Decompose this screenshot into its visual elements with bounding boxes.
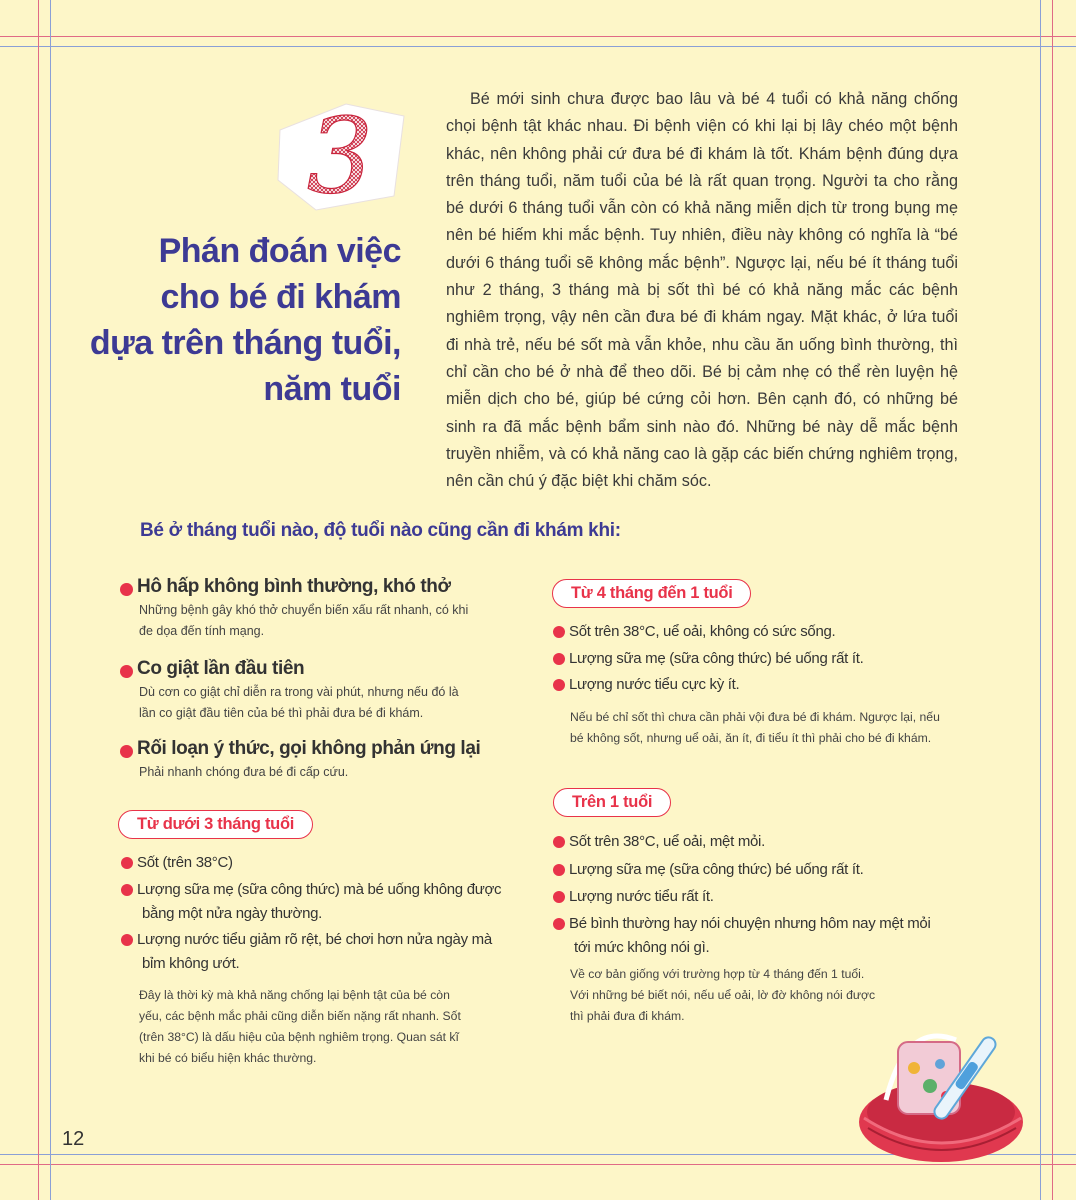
intro-paragraph: Bé mới sinh chưa được bao lâu và bé 4 tuổi có khả năng chống chọi bệnh tật khác nhau. Đi bệnh viện có khi lại bị lây chéo một bệnh khác, nên không phải cứ đưa bé đi khám là tốt. Khám bệnh đúng dựa trên tháng tuổi, năm tuổi của bé là rất quan trọng. Người ta cho rằng bé dưới 6 tháng tuổi vẫn còn có khả năng miễn dịch từ trong bụng mẹ nên bé hiếm khi mắc bệnh. Tuy nhiên, điều này không có nghĩa là “bé dưới 6 tháng tuổi sẽ không mắc bệnh”. Ngược lại, nếu bé ít tháng tuổi như 2 tháng, 3 tháng mà bị sốt thì bé có khả năng mắc các bệnh nghiêm trọng, vậy nên cần đưa bé đi khám ngay. Mặt khác, ở lứa tuổi đi nhà trẻ, nếu bé sốt mà vẫn khỏe, nhu cầu ăn uống bình thường, thì chỉ cần cho bé ở nhà để theo dõi. Bé bị cảm nhẹ có thể rèn luyện hệ miễn dịch cho bé, giúp bé cứng cỏi hơn. Bên cạnh đó, có những bé sinh ra đã mắc bệnh bẩm sinh nào đó. Những bé này dễ mắc bệnh truyền nhiễm, và có khả năng cao là gặp các biến chứng nghiêm trọng, nên cần chú ý đặc biệt khi chăm sóc. bbox=[446, 90, 958, 491]
item-title: Hô hấp không bình thường, khó thở bbox=[137, 576, 451, 597]
bullet-dot-icon bbox=[120, 583, 133, 596]
from4to1-note bbox=[570, 707, 1010, 749]
tag-over-1-year: Trên 1 tuổi bbox=[553, 788, 671, 817]
tag-4-months-to-1-year: Từ 4 tháng đến 1 tuổi bbox=[552, 579, 751, 608]
bullet-dot-icon bbox=[553, 836, 565, 848]
note-line: (trên 38°C) là dấu hiệu của bệnh nghiêm trọng. Quan sát kĩ bbox=[139, 1030, 459, 1044]
note-line: Về cơ bản giống với trường hợp từ 4 tháng đến 1 tuổi. bbox=[570, 967, 865, 981]
note-line: thì phải đưa đi khám. bbox=[570, 1009, 685, 1023]
item-desc bbox=[120, 762, 500, 783]
over1-bullet bbox=[569, 912, 989, 960]
bullet-line: Lượng sữa mẹ (sữa công thức) bé uống rất ít. bbox=[569, 650, 864, 667]
bullet-dot-icon bbox=[120, 745, 133, 758]
chapter-number: 3 bbox=[306, 100, 374, 212]
general-item bbox=[120, 738, 500, 798]
bullet-line: Sốt trên 38°C, uể oải, không có sức sống. bbox=[569, 623, 836, 640]
basket-illustration bbox=[846, 1000, 1046, 1165]
left-rule-blue bbox=[50, 0, 51, 1200]
note-line: Với những bé biết nói, nếu uể oải, lờ đờ không nói được bbox=[570, 988, 876, 1002]
page-number: 12 bbox=[62, 1128, 85, 1150]
bullet-line: Sốt (trên 38°C) bbox=[137, 854, 233, 871]
from4to1-bullet bbox=[569, 673, 969, 697]
general-item bbox=[120, 576, 500, 658]
under3-bullet bbox=[137, 928, 517, 976]
page-title bbox=[71, 228, 401, 412]
section-heading: Bé ở tháng tuổi nào, độ tuổi nào cũng cần đi khám khi: bbox=[140, 520, 621, 541]
note-line: yếu, các bệnh mắc phải cũng diễn biến nặng rất nhanh. Sốt bbox=[139, 1009, 461, 1023]
bullet-dot-icon bbox=[553, 891, 565, 903]
top-rule-red bbox=[0, 36, 1076, 37]
bullet-line: Lượng nước tiểu giảm rõ rệt, bé chơi hơn nửa ngày mà bbox=[137, 931, 492, 948]
note-line: khi bé có biểu hiện khác thường. bbox=[139, 1051, 317, 1065]
bullet-line: Sốt trên 38°C, uể oải, mệt mỏi. bbox=[569, 833, 765, 850]
bullet-dot-icon bbox=[121, 857, 133, 869]
bullet-line: Lượng nước tiểu rất ít. bbox=[569, 888, 714, 905]
left-rule-red bbox=[38, 0, 39, 1200]
bullet-line: Bé bình thường hay nói chuyện nhưng hôm nay mệt mỏi bbox=[569, 915, 931, 932]
from4to1-bullet bbox=[569, 647, 969, 671]
under3-bullet bbox=[137, 851, 517, 875]
bullet-line: bằng một nửa ngày thường. bbox=[142, 905, 323, 922]
bullet-line: Lượng nước tiểu cực kỳ ít. bbox=[569, 676, 740, 693]
bullet-dot-icon bbox=[121, 934, 133, 946]
general-items bbox=[120, 576, 500, 798]
item-title: Co giật lần đầu tiên bbox=[137, 658, 305, 679]
chapter-number-badge bbox=[276, 100, 406, 212]
from4to1-bullet bbox=[569, 620, 969, 644]
under3-bullet bbox=[137, 878, 517, 926]
note-line: Đây là thời kỳ mà khả năng chống lại bệnh tật của bé còn bbox=[139, 988, 450, 1002]
bullet-dot-icon bbox=[553, 679, 565, 691]
over1-bullet bbox=[569, 830, 969, 854]
bullet-dot-icon bbox=[553, 918, 565, 930]
desc-line: lần co giật đầu tiên của bé thì phải đưa bé đi khám. bbox=[139, 706, 424, 720]
desc-line: Phải nhanh chóng đưa bé đi cấp cứu. bbox=[139, 765, 349, 779]
bullet-line: bỉm không ướt. bbox=[142, 955, 240, 972]
title-line: dựa trên tháng tuổi, bbox=[89, 324, 401, 362]
desc-line: Những bệnh gây khó thở chuyển biến xấu rất nhanh, có khi bbox=[139, 603, 469, 617]
bullet-dot-icon bbox=[120, 665, 133, 678]
note-line: Nếu bé chỉ sốt thì chưa cần phải vội đưa bé đi khám. Ngược lại, nếu bbox=[570, 710, 940, 724]
bullet-dot-icon bbox=[553, 653, 565, 665]
over1-bullet bbox=[569, 885, 969, 909]
title-line: năm tuổi bbox=[263, 370, 401, 408]
bullet-dot-icon bbox=[553, 864, 565, 876]
title-line: cho bé đi khám bbox=[160, 278, 401, 316]
bullet-line: tới mức không nói gì. bbox=[574, 939, 710, 956]
bullet-dot-icon bbox=[553, 626, 565, 638]
item-desc bbox=[120, 600, 500, 642]
bullet-dot-icon bbox=[121, 884, 133, 896]
general-item bbox=[120, 658, 500, 738]
desc-line: Dù cơn co giật chỉ diễn ra trong vài phút, nhưng nếu đó là bbox=[139, 685, 459, 699]
top-rule-blue bbox=[0, 46, 1076, 47]
desc-line: đe dọa đến tính mạng. bbox=[139, 624, 265, 638]
under3-note bbox=[139, 985, 499, 1069]
item-title: Rối loạn ý thức, gọi không phản ứng lại bbox=[137, 738, 481, 759]
bullet-line: Lượng sữa mẹ (sữa công thức) bé uống rất ít. bbox=[569, 861, 864, 878]
title-line: Phán đoán việc bbox=[158, 232, 401, 270]
tag-under-3-months: Từ dưới 3 tháng tuổi bbox=[118, 810, 313, 839]
note-line: bé không sốt, nhưng uể oải, ăn ít, đi tiểu ít thì phải cho bé đi khám. bbox=[570, 731, 932, 745]
bullet-line: Lượng sữa mẹ (sữa công thức) mà bé uống không được bbox=[137, 881, 502, 898]
over1-bullet bbox=[569, 858, 969, 882]
item-desc bbox=[120, 682, 500, 724]
right-rule-red bbox=[1052, 0, 1053, 1200]
